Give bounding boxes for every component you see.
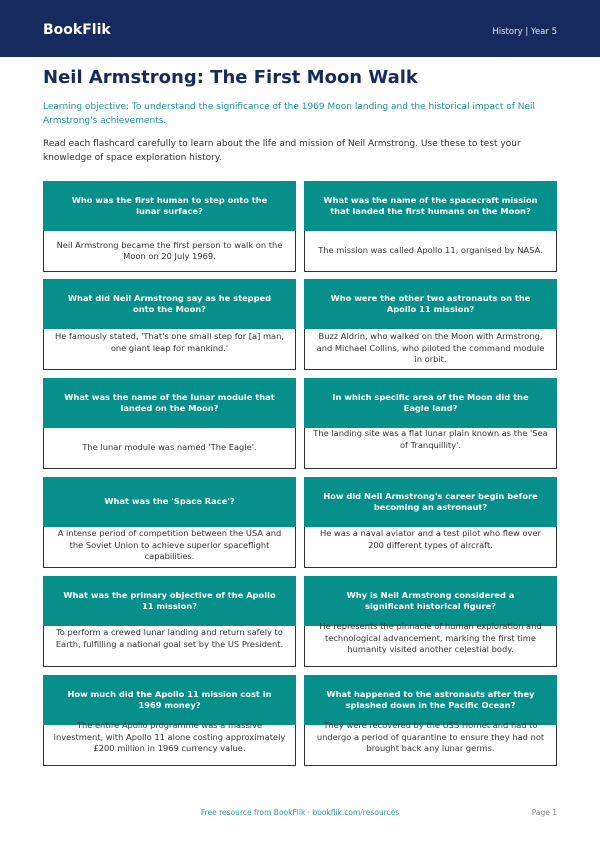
flashcard-answer: Neil Armstrong became the first person to walk on the Moon on 20 July 1969. (43, 231, 296, 272)
flashcard (43, 378, 296, 469)
flashcard (304, 576, 557, 667)
flashcard-question: What was the primary objective of the Apollo 11 mission? (43, 576, 296, 626)
flashcard-question: What was the name of the lunar module that landed on the Moon? (43, 378, 296, 428)
flashcard (304, 675, 557, 766)
flashcard (43, 675, 296, 766)
flashcard-answer: He was a naval aviator and a test pilot who flew over 200 different types of aircraft. (304, 527, 557, 568)
flashcard (43, 477, 296, 568)
flashcard-question: Who was the first human to step onto the lunar surface? (43, 181, 296, 231)
intro-text: Read each flashcard carefully to learn about the life and mission of Neil Armstrong. Use these to test your knowledge of space exploration history. (43, 139, 521, 163)
flashcard-answer: The lunar module was named 'The Eagle'. (43, 428, 296, 469)
flashcard-question: What was the name of the spacecraft mission that landed the first humans on the Moon? (304, 181, 557, 231)
flashcard (43, 181, 296, 272)
flashcard-answer: They were recovered by the USS Hornet and had to undergo a period of quarantine to ensure they had not brought back any lunar germs. (304, 725, 557, 766)
flashcard-question: What did Neil Armstrong say as he stepped onto the Moon? (43, 279, 296, 329)
learning-objective: Learning objective: To understand the significance of the 1969 Moon landing and the historical impact of Neil Armstrong's achievements. (43, 102, 536, 126)
flashcard-question: Why is Neil Armstrong considered a significant historical figure? (304, 576, 557, 626)
flashcard-question: What was the 'Space Race'? (43, 477, 296, 527)
flashcard (304, 181, 557, 272)
flashcard (304, 477, 557, 568)
flashcard-question: How much did the Apollo 11 mission cost in 1969 money? (43, 675, 296, 725)
flashcard-answer: He famously stated, 'That's one small step for [a] man, one giant leap for mankind.' (43, 329, 296, 370)
brand-logo-text[interactable]: BookFlik (43, 22, 111, 38)
flashcard-answer: A intense period of competition between the USA and the Soviet Union to achieve superior spaceflight capabilities. (43, 527, 296, 568)
subject-year-label: History | Year 5 (492, 27, 557, 37)
flashcard-question: How did Neil Armstrong's career begin before becoming an astronaut? (304, 477, 557, 527)
flashcard-answer: Buzz Aldrin, who walked on the Moon with Armstrong, and Michael Collins, who piloted the command module in orbit. (304, 329, 557, 370)
flashcard (304, 279, 557, 370)
flashcard-answer: To perform a crewed lunar landing and return safely to Earth, fulfilling a national goal set by the US President. (43, 626, 296, 667)
page-header (0, 0, 600, 57)
flashcard-question: In which specific area of the Moon did the Eagle land? (304, 378, 557, 428)
page-title: Neil Armstrong: The First Moon Walk (43, 67, 418, 88)
flashcard-answer: The mission was called Apollo 11, organised by NASA. (304, 231, 557, 272)
flashcard-answer: The entire Apollo programme was a massive investment, with Apollo 11 alone costing approximately £200 million in 1969 currency value. (43, 725, 296, 766)
flashcard (304, 378, 557, 469)
flashcard-question: Who were the other two astronauts on the Apollo 11 mission? (304, 279, 557, 329)
footer-link[interactable]: Free resource from BookFlik · bookflik.com/resources (200, 808, 400, 817)
flashcard-question: What happened to the astronauts after they splashed down in the Pacific Ocean? (304, 675, 557, 725)
flashcard (43, 576, 296, 667)
flashcard-answer: He represents the pinnacle of human exploration and technological advancement, marking the first time humanity visited another celestial body. (304, 626, 557, 667)
flashcard (43, 279, 296, 370)
flashcard-answer: The landing site was a flat lunar plain known as the 'Sea of Tranquillity'. (304, 428, 557, 469)
page-number: Page 1 (531, 808, 557, 817)
